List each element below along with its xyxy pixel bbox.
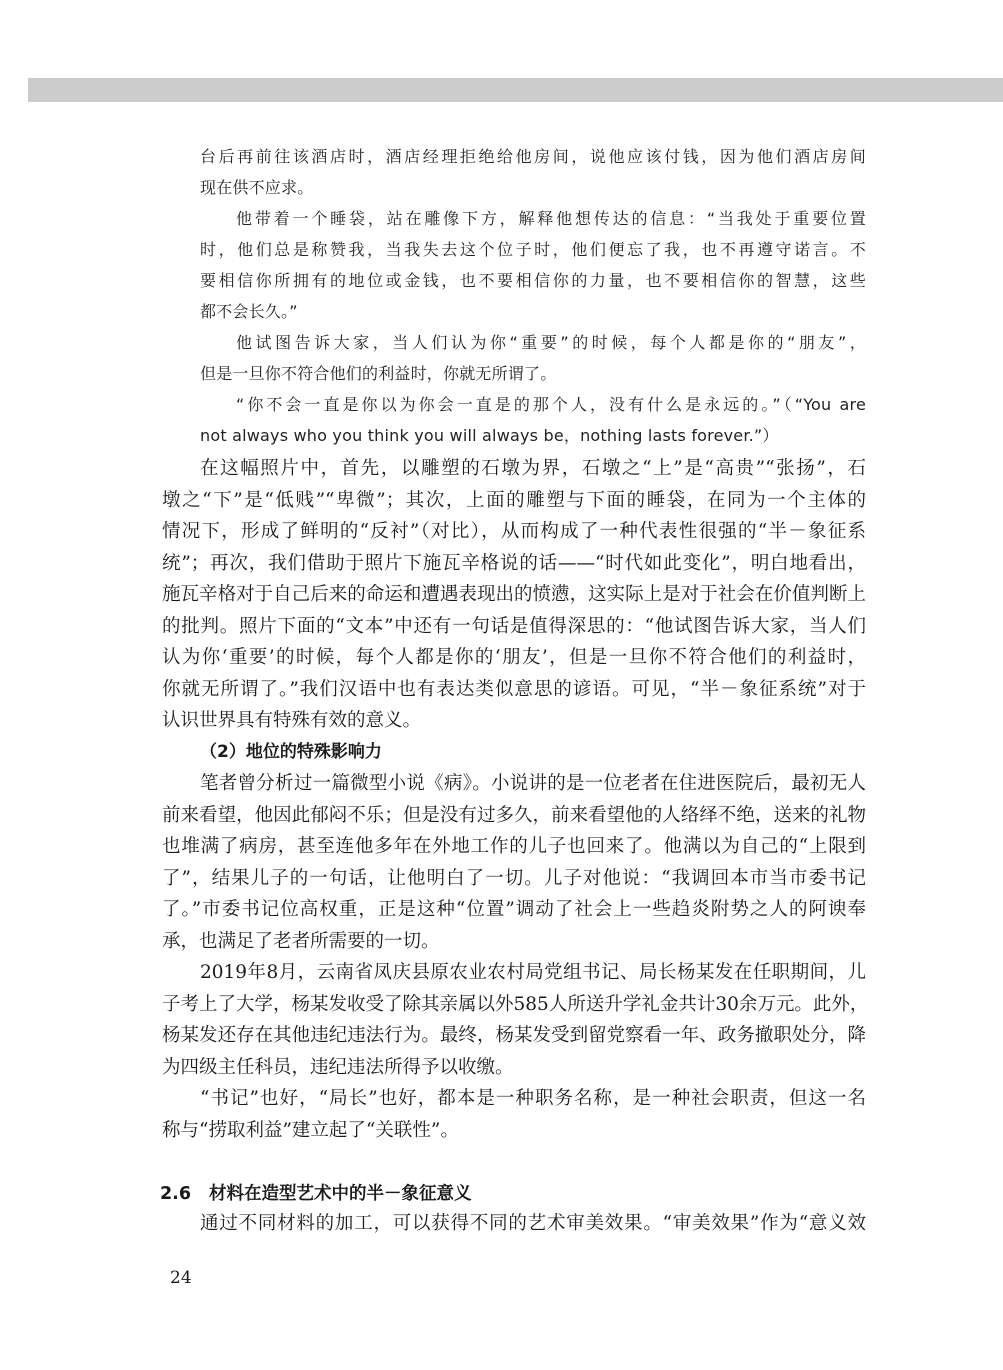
text-line: 时，他们总是称赞我，当我失去这个位子时，他们便忘了我，也不再遵守诺言。不 <box>200 240 866 259</box>
text-line: 现在供不应求。 <box>200 178 314 197</box>
section-heading <box>160 1180 472 1205</box>
text-line: 也堆满了病房，甚至连他多年在外地工作的儿子也回来了。他满以为自己的“上限到 <box>162 836 866 857</box>
text-line: 了”，结果儿子的一句话，让他明白了一切。儿子对他说：“我调回本市当市委书记 <box>162 867 866 889</box>
header-bar <box>28 78 1003 102</box>
text-line: 墩之“下”是“低贱”“卑微”；其次，上面的雕塑与下面的睡袋，在同为一个主体的 <box>162 489 866 511</box>
section-title: 材料在造型艺术中的半－象征意义 <box>209 1184 472 1204</box>
text-line: 但是一旦你不符合他们的利益时，你就无所谓了。 <box>200 364 557 383</box>
text-line: 情况下，形成了鲜明的“反衬”（对比），从而构成了一种代表性很强的“半－象征系 <box>162 521 866 542</box>
paragraph-materials <box>162 1208 866 1240</box>
text-line: 前来看望，他因此郁闷不乐；但是没有过多久，前来看望他的人络绎不绝，送来的礼物 <box>162 804 866 826</box>
text-line: 2019年8月，云南省凤庆县原农业农村局党组书记、局长杨某发在任职期间，儿 <box>200 962 866 983</box>
text-line: “书记”也好，“局长”也好，都本是一种职务名称，是一种社会职责，但这一名 <box>200 1088 866 1109</box>
text-line: not always who you think you will always be，nothing lasts forever.”） <box>200 426 779 445</box>
sub-heading: （2）地位的特殊影响力 <box>200 741 382 762</box>
text-line: 的批判。照片下面的“文本”中还有一句话是值得深思的：“他试图告诉大家，当人们 <box>162 615 866 637</box>
text-line: 他带着一个睡袋，站在雕像下方，解释他想传达的信息：“当我处于重要位置 <box>236 209 866 228</box>
text-line: 要相信你所拥有的地位或金钱，也不要相信你的力量，也不要相信你的智慧，这些 <box>200 271 866 290</box>
text-line: 认为你‘重要’的时候，每个人都是你的‘朋友’，但是一旦你不符合他们的利益时， <box>162 647 866 668</box>
text-line: 承，也满足了老者所需要的一切。 <box>162 930 440 952</box>
text-line: 子考上了大学，杨某发收受了除其亲属以外585人所送升学礼金共计30余万元。此外， <box>162 993 869 1015</box>
text-line: 为四级主任科员，违纪违法所得予以收缴。 <box>162 1056 514 1078</box>
quote-block <box>200 141 866 451</box>
page-number: 24 <box>170 1268 192 1288</box>
text-line: 台后再前往该酒店时，酒店经理拒绝给他房间，说他应该付钱，因为他们酒店房间 <box>200 147 866 166</box>
text-line: 杨某发还存在其他违纪违法行为。最终，杨某发受到留党察看一年、政务撤职处分，降 <box>162 1025 866 1046</box>
text-line: 在这幅照片中，首先，以雕塑的石墩为界，石墩之“上”是“高贵”“张扬”，石 <box>200 458 866 479</box>
text-line: 施瓦辛格对于自己后来的命运和遭遇表现出的愤懑，这实际上是对于社会在价值判断上 <box>162 584 866 605</box>
text-line: 了。”市委书记位高权重，正是这种“位置”调动了社会上一些趋炎附势之人的阿谀奉 <box>162 899 866 920</box>
text-line: 他试图告诉大家，当人们认为你“重要”的时候，每个人都是你的“朋友”， <box>236 333 866 352</box>
text-line: 统”；再次，我们借助于照片下施瓦辛格说的话——“时代如此变化”，明白地看出， <box>162 552 866 574</box>
text-line: 通过不同材料的加工，可以获得不同的艺术审美效果。“审美效果”作为“意义效 <box>200 1213 866 1234</box>
paragraph-analysis <box>162 453 869 1146</box>
text-line: 认识世界具有特殊有效的意义。 <box>162 710 422 731</box>
text-line: 称与“捞取利益”建立起了“关联性”。 <box>162 1119 459 1141</box>
text-line: “你不会一直是你以为你会一直是的那个人，没有什么是永远的。”（“You are <box>236 395 866 414</box>
section-number: 2.6 <box>160 1184 192 1204</box>
text-line: 笔者曾分析过一篇微型小说《病》。小说讲的是一位老者在住进医院后，最初无人 <box>200 773 866 794</box>
text-line: 都不会长久。” <box>200 302 298 321</box>
text-line: 你就无所谓了。”我们汉语中也有表达类似意思的谚语。可见，“半－象征系统”对于 <box>162 678 866 700</box>
